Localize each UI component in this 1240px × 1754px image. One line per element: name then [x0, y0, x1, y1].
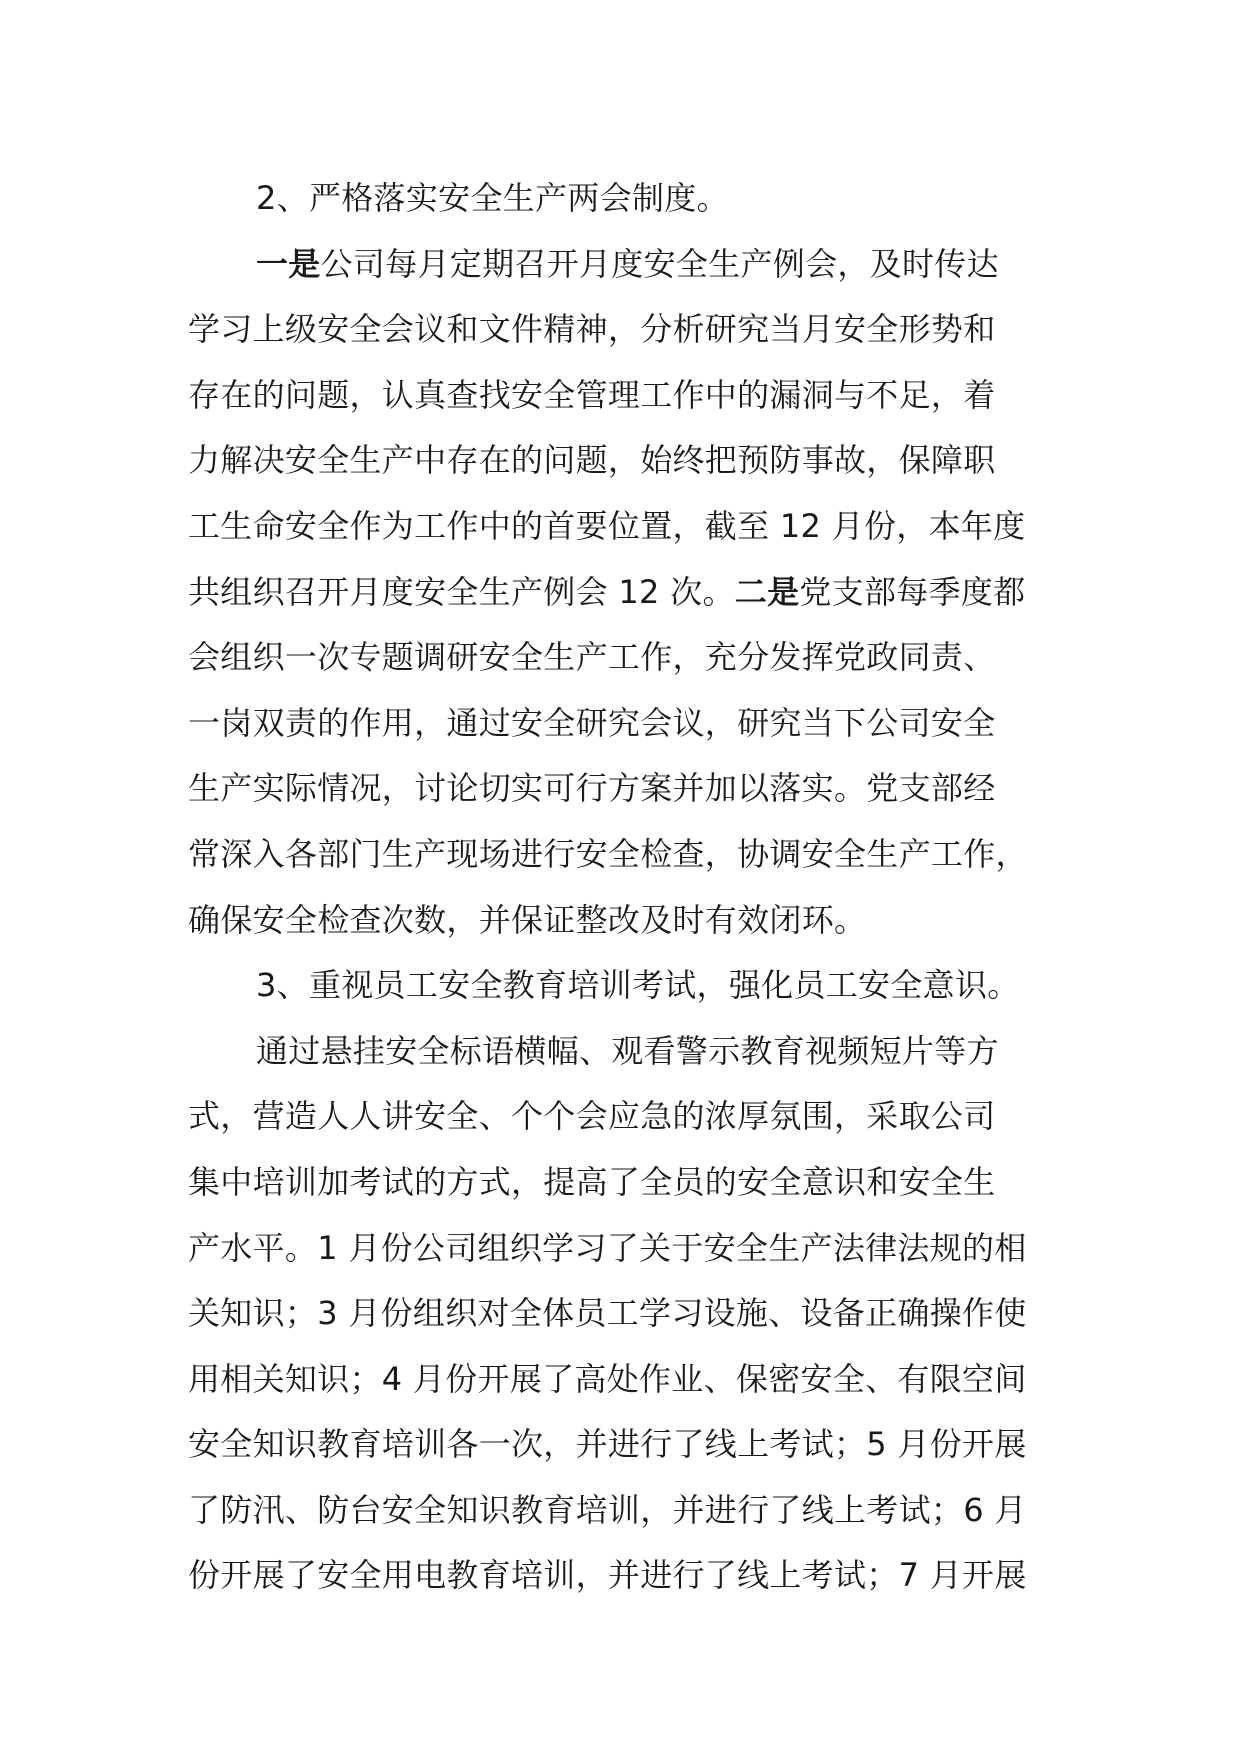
body-text: 产水平。1 月份公司组织学习了关于安全生产法律法规的相 [188, 1228, 1027, 1267]
body-text: 集中培训加考试的方式，提高了全员的安全意识和安全生 [188, 1162, 996, 1201]
text-line [188, 1019, 1068, 1085]
text-line [188, 428, 1068, 494]
text-line [188, 822, 1068, 888]
body-text: 力解决安全生产中存在的问题，始终把预防事故，保障职 [188, 441, 996, 480]
text-line [188, 560, 1068, 626]
emphasis-text: 一是 [256, 244, 321, 283]
body-text: 一岗双责的作用，通过安全研究会议，研究当下公司安全 [188, 703, 996, 742]
body-text: 式，营造人人讲安全、个个会应急的浓厚氛围，采取公司 [188, 1097, 996, 1136]
text-line [188, 232, 1068, 298]
text-line [188, 166, 1068, 232]
body-text: 共组织召开月度安全生产例会 12 次。 [188, 572, 735, 611]
body-text: 安全知识教育培训各一次，并进行了线上考试；5 月份开展 [188, 1425, 1027, 1464]
body-text: 党支部每季度都 [799, 572, 1026, 611]
text-line [188, 953, 1068, 1019]
text-line [188, 691, 1068, 757]
text-line [188, 297, 1068, 363]
text-line [188, 1347, 1068, 1413]
text-line [188, 1543, 1068, 1609]
body-text: 关知识；3 月份组织对全体员工学习设施、设备正确操作使 [188, 1294, 1027, 1333]
text-line [188, 888, 1068, 954]
body-text: 确保安全检查次数，并保证整改及时有效闭环。 [188, 900, 867, 939]
body-text: 工生命安全作为工作中的首要位置，截至 12 月份，本年度 [188, 506, 1026, 545]
text-line [188, 756, 1068, 822]
text-line [188, 494, 1068, 560]
body-text: 学习上级安全会议和文件精神，分析研究当月安全形势和 [188, 310, 996, 349]
body-text: 份开展了安全用电教育培训，并进行了线上考试；7 月开展 [188, 1556, 1027, 1595]
body-text: 2、严格落实安全生产两会制度。 [256, 179, 729, 217]
document-body [188, 166, 1068, 1609]
body-text: 了防汛、防台安全知识教育培训，并进行了线上考试；6 月 [188, 1490, 1027, 1529]
text-line [188, 1084, 1068, 1150]
body-text: 会组织一次专题调研安全生产工作，充分发挥党政同责、 [188, 638, 996, 677]
text-line [188, 1150, 1068, 1216]
text-line [188, 1412, 1068, 1478]
text-line [188, 1281, 1068, 1347]
text-line [188, 1216, 1068, 1282]
text-line [188, 363, 1068, 429]
body-text: 生产实际情况，讨论切实可行方案并加以落实。党支部经 [188, 769, 996, 808]
body-text: 用相关知识；4 月份开展了高处作业、保密安全、有限空间 [188, 1359, 1027, 1398]
body-text: 通过悬挂安全标语横幅、观看警示教育视频短片等方 [256, 1031, 999, 1070]
body-text: 公司每月定期召开月度安全生产例会，及时传达 [320, 244, 999, 283]
body-text: 常深入各部门生产现场进行安全检查，协调安全生产工作， [188, 834, 1028, 873]
emphasis-text: 二是 [734, 572, 800, 611]
text-line [188, 1478, 1068, 1544]
body-text: 存在的问题，认真查找安全管理工作中的漏洞与不足，着 [188, 375, 996, 414]
text-line [188, 625, 1068, 691]
body-text: 3、重视员工安全教育培训考试，强化员工安全意识。 [256, 966, 1020, 1005]
